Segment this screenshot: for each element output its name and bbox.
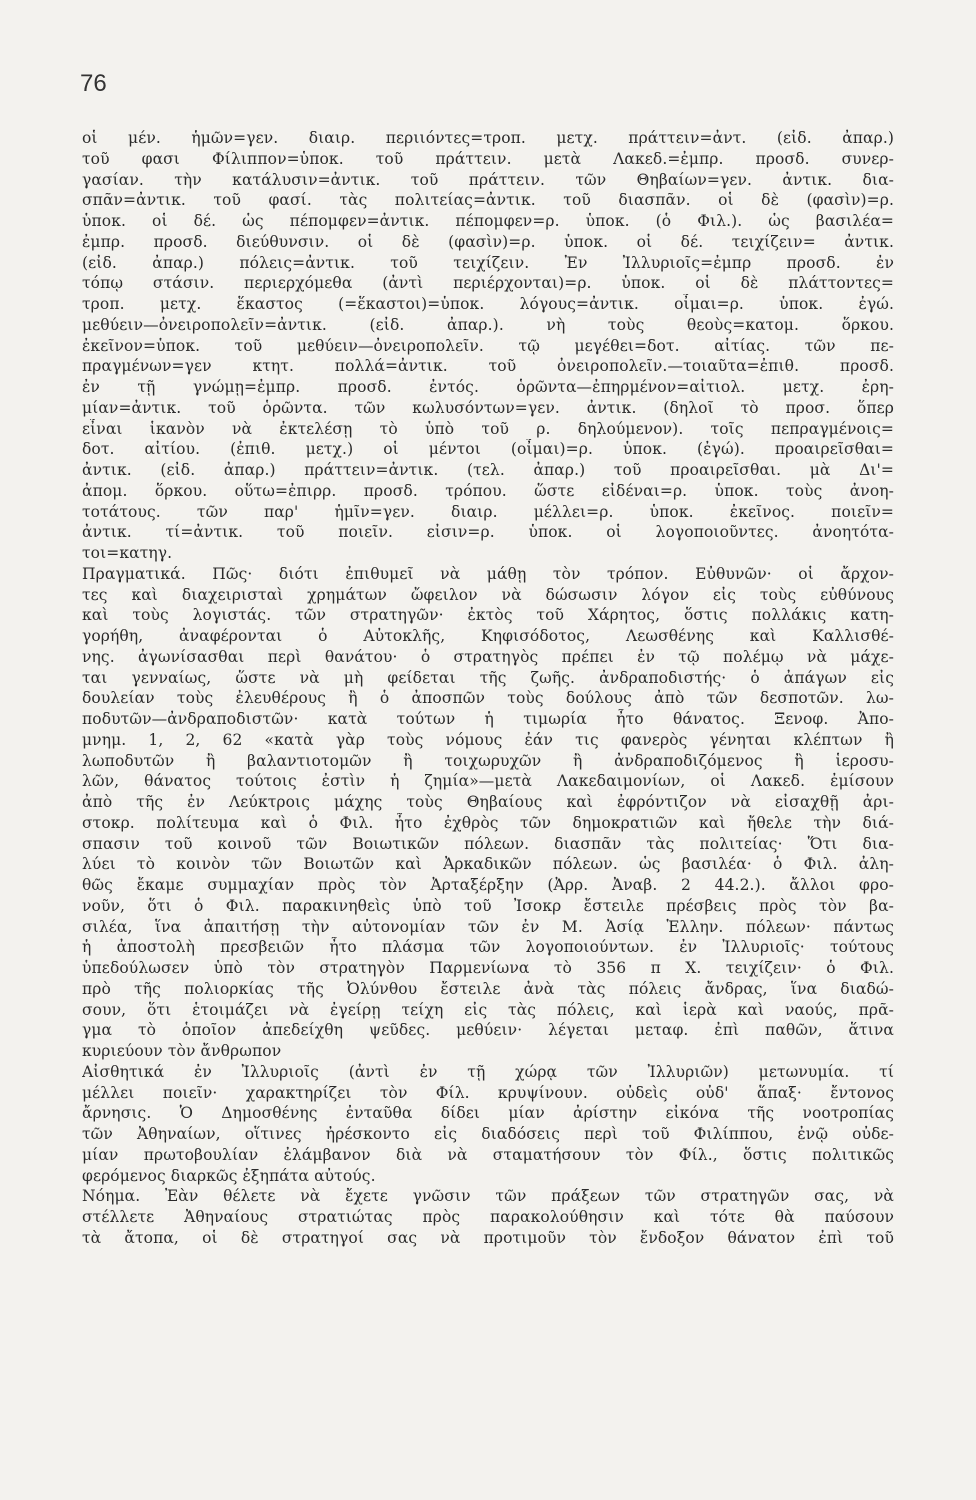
text-line: (εἰδ. ἀπαρ.) πόλεις=ἀντικ. τοῦ τειχίζειν. Ἐν Ἰλλυριοῖς=ἐμπρ προσδ. ἐν (82, 253, 894, 272)
text-line: ἐν τῇ γνώμῃ=ἐμπρ. προσδ. ἐντός. ὁρῶντα—ἐπηρμένον=αἰτιολ. μετχ. ἐρη- (82, 378, 894, 396)
text-line: δουλείαν τοὺς ἐλευθέρους ἢ ὁ ἀποσπῶν τοὺς δούλους ἀπὸ τῶν δεσποτῶν. λω- (82, 689, 894, 708)
text-line: λύει τὸ κοινὸν τῶν Βοιωτῶν καὶ Ἀρκαδικῶν πόλεων. ὡς βασιλέα· ὁ Φιλ. ἀλη- (82, 855, 894, 874)
text-line: ἐκεῖνον=ὑποκ. τοῦ μεθύειν—ὀνειροπολεῖν. τῷ μεγέθει=δοτ. αἰτίας. τῶν πε- (82, 336, 894, 355)
text-line: ἡ ἀποστολὴ πρεσβειῶν ἦτο πλάσμα τῶν λογοποιούντων. ἐν Ἰλλυριοῖς· τούτους (82, 938, 894, 957)
text-line: τῶν Ἀθηναίων, οἵτινες ἠρέσκοντο εἰς διαδόσεις περὶ τοῦ Φιλίππου, ἐνῷ οὐδε- (82, 1125, 894, 1143)
text-line: στοκρ. πολίτευμα καὶ ὁ Φιλ. ἦτο ἐχθρὸς τῶν δημοκρατιῶν καὶ ἤθελε τὴν διά- (82, 813, 894, 832)
commentary-text (82, 128, 894, 1249)
text-line: ἀπὸ τῆς ἐν Λεύκτροις μάχης τοὺς Θηβαίους καὶ ἐφρόντιζον νὰ εἰσαχθῇ ἀρι- (82, 793, 894, 811)
page-number: 76 (80, 70, 107, 97)
text-line: κυριεύουν τὸν ἄνθρωπον (82, 1042, 282, 1060)
text-line: εἶναι ἱκανὸν νὰ ἐκτελέσῃ τὸ ὑπὸ τοῦ ρ. δηλούμενον). τοῖς πεπραγμένοις= (82, 419, 894, 438)
text-line: γασίαν. τὴν κατάλυσιν=ἀντικ. τοῦ πράττειν. τῶν Θηβαίων=γεν. ἀντικ. δια- (82, 170, 894, 189)
text-line: ὑποκ. οἱ δέ. ὡς πέπομφεν=ἀντικ. πέπομφεν=ρ. ὑποκ. (ὁ Φιλ.). ὡς βασιλέα= (82, 212, 894, 230)
text-line: ἐμπρ. προσδ. διεύθυνσιν. οἱ δὲ (φασὶν)=ρ. ὑποκ. οἱ δέ. τειχίζειν= ἀντικ. (82, 232, 894, 251)
text-line: θῶς ἔκαμε συμμαχίαν πρὸς τὸν Ἀρταξέρξην (Ἀρρ. Ἀναβ. 2 44.2.). ἄλλοι φρο- (82, 876, 894, 894)
text-line: δοτ. αἰτίου. (ἐπιθ. μετχ.) οἱ μέντοι (οἶμαι)=ρ. ὑποκ. (ἐγώ). προαιρεῖσθαι= (82, 440, 894, 459)
text-line: τροπ. μετχ. ἕκαστος (=ἕκαστοι)=ὑποκ. λόγους=ἀντικ. οἶμαι=ρ. ὑποκ. ἐγώ. (82, 295, 894, 313)
text-line: γορήθη, ἀναφέρονται ὁ Αὐτοκλῆς, Κηφισόδοτος, Λεωσθένης καὶ Καλλισθέ- (82, 627, 894, 645)
section-aisthitika-line: Αἰσθητικά ἐν Ἰλλυριοῖς (ἀντὶ ἐν τῇ χώρᾳ τῶν Ἰλλυριῶν) μετωνυμία. τί (82, 1062, 894, 1081)
text-line: γμα τὸ ὁποῖον ἀπεδείχθη ψεῦδες. μεθύειν· λέγεται μεταφ. ἐπὶ παθῶν, ἅτινα (82, 1021, 894, 1040)
text-line: σπασιν τοῦ κοινοῦ τῶν Βοιωτικῶν πόλεων. διασπᾶν τὰς πολιτείας· Ὅτι δια- (82, 834, 894, 853)
text-line: πρὸ τῆς πολιορκίας τῆς Ὀλύνθου ἔστειλε ἀνὰ τὰς πόλεις ἄνδρας, ἵνα διαδώ- (82, 979, 894, 998)
section-noima-line: Νόημα. Ἐὰν θέλετε νὰ ἔχετε γνῶσιν τῶν πράξεων τῶν στρατηγῶν σας, νὰ (82, 1187, 894, 1206)
text-line: νης. ἀγωνίσασθαι περὶ θανάτου· ὁ στρατηγὸς πρέπει ἐν τῷ πολέμῳ νὰ μάχε- (82, 647, 894, 666)
text-line: μέλλει ποιεῖν· χαρακτηρίζει τὸν Φίλ. κρυψίνουν. οὐδεὶς οὐδ' ἅπαξ· ἔντονος (82, 1083, 894, 1102)
text-line: σουν, ὅτι ἑτοιμάζει νὰ ἐγείρῃ τείχη εἰς τὰς πόλεις, καὶ ἱερὰ καὶ ναούς, πρᾶ- (82, 1000, 894, 1019)
text-line: ἄρνησις. Ὁ Δημοσθένης ἐνταῦθα δίδει μίαν ἀρίστην εἰκόνα τῆς νοοτροπίας (82, 1104, 894, 1123)
text-line: σιλέα, ἵνα ἀπαιτήσῃ τὴν αὐτονομίαν τῶν ἐν Μ. Ἀσίᾳ Ἑλλην. πόλεων· πάντως (82, 917, 894, 936)
text-line: τὰ ἄτοπα, οἱ δὲ στρατηγοί σας νὰ προτιμοῦν τὸν ἔνδοξον θάνατον ἐπὶ τοῦ (82, 1228, 894, 1247)
text-line: ται γενναίως, ὥστε νὰ μὴ φείδεται τῆς ζωῆς. ἀνδραποδιστής· ὁ ἀπάγων εἰς (82, 668, 894, 687)
text-line: τόπῳ στάσιν. περιερχόμεθα (ἀντὶ περιέρχονται)=ρ. ὑποκ. οἱ δὲ πλάττοντες= (82, 274, 894, 293)
text-line: ὑπεδούλωσεν ὑπὸ τὸν στρατηγὸν Παρμενίωνα τὸ 356 π Χ. τειχίζειν· ὁ Φιλ. (82, 959, 894, 977)
section-pragmatika-line: Πραγματικά. Πῶς· διότι ἐπιθυμεῖ νὰ μάθῃ τὸν τρόπον. Εὐθυνῶν· οἱ ἄρχον- (82, 564, 894, 583)
text-line: οἱ μέν. ἡμῶν=γεν. διαιρ. περιιόντες=τροπ. μετχ. πράττειν=ἀντ. (εἰδ. ἀπαρ.) (82, 129, 894, 147)
text-line: μνημ. 1, 2, 62 «κατὰ γὰρ τοὺς νόμους ἐάν τις φανερὸς γένηται κλέπτων ἢ (82, 730, 894, 749)
text-line: ποδυτῶν—ἀνδραποδιστῶν· κατὰ τούτων ἡ τιμωρία ἦτο θάνατος. Ξενοφ. Ἀπο- (82, 710, 894, 728)
text-line: μίαν πρωτοβουλίαν ἐλάμβανον διὰ νὰ σταματήσουν τὸν Φίλ., ὅστις πολιτικῶς (82, 1145, 894, 1164)
text-line: σπᾶν=ἀντικ. τοῦ φασί. τὰς πολιτείας=ἀντικ. τοῦ διασπᾶν. οἱ δὲ (φασὶν)=ρ. (82, 191, 894, 210)
text-line: λῶν, θάνατος τούτοις ἐστὶν ἡ ζημία»—μετὰ Λακεδαιμονίων, οἱ Λακεδ. ἐμίσουν (82, 772, 894, 791)
text-line: τοῦ φασι Φίλιππον=ὑποκ. τοῦ πράττειν. μετὰ Λακεδ.=ἐμπρ. προσδ. συνερ- (82, 149, 894, 168)
text-line: ἀντικ. (εἰδ. ἀπαρ.) πράττειν=ἀντικ. (τελ. ἀπαρ.) τοῦ προαιρεῖσθαι. μὰ Δι'= (82, 461, 894, 479)
text-line: νοῦν, ὅτι ὁ Φιλ. παρακινηθεὶς ὑπὸ τοῦ Ἰσοκρ ἔστειλε πρέσβεις πρὸς τὸν βα- (82, 896, 894, 915)
text-line: πραγμένων=γεν κτητ. πολλά=ἀντικ. τοῦ ὀνειροπολεῖν.—τοιαῦτα=ἐπιθ. προσδ. (82, 357, 894, 376)
text-line: τοι=κατηγ. (82, 544, 173, 562)
text-line: μίαν=ἀντικ. τοῦ ὁρῶντα. τῶν κωλυσόντων=γεν. ἀντικ. (δηλοῖ τὸ προσ. ὅπερ (82, 398, 894, 417)
text-line: στέλλετε Ἀθηναίους στρατιώτας πρὸς παρακολούθησιν καὶ τότε θὰ παύσουν (82, 1208, 894, 1226)
text-line: τοτάτους. τῶν παρ' ἡμῖν=γεν. διαιρ. μέλλει=ρ. ὑποκ. ἐκεῖνος. ποιεῖν= (82, 502, 894, 521)
text-line: λωποδυτῶν ἢ βαλαντιοτομῶν ἢ τοιχωρυχῶν ἢ ἀνδραποδιζόμενος ἢ ἱεροσυ- (82, 751, 894, 770)
text-line: μεθύειν—ὀνειροπολεῖν=ἀντικ. (εἰδ. ἀπαρ.). νὴ τοὺς θεοὺς=κατομ. ὅρκου. (82, 315, 894, 334)
text-line: τες καὶ διαχειρισταὶ χρημάτων ὤφειλον νὰ δώσωσιν λόγον εἰς τοὺς εὐθύνους (82, 585, 894, 604)
text-line: καὶ τοὺς λογιστάς. τῶν στρατηγῶν· ἐκτὸς τοῦ Χάρητος, ὅστις πολλάκις κατη- (82, 606, 894, 625)
text-line: φερόμενος διαρκῶς ἐξηπάτα αὐτούς. (82, 1166, 376, 1185)
text-line: ἀντικ. τί=ἀντικ. τοῦ ποιεῖν. εἰσιν=ρ. ὑποκ. οἱ λογοποιοῦντες. ἀνοητότα- (82, 523, 894, 542)
text-line: ἀπομ. ὅρκου. οὕτω=ἐπιρρ. προσδ. τρόπου. ὥστε εἰδέναι=ρ. ὑποκ. τοὺς ἀνοη- (82, 481, 894, 500)
